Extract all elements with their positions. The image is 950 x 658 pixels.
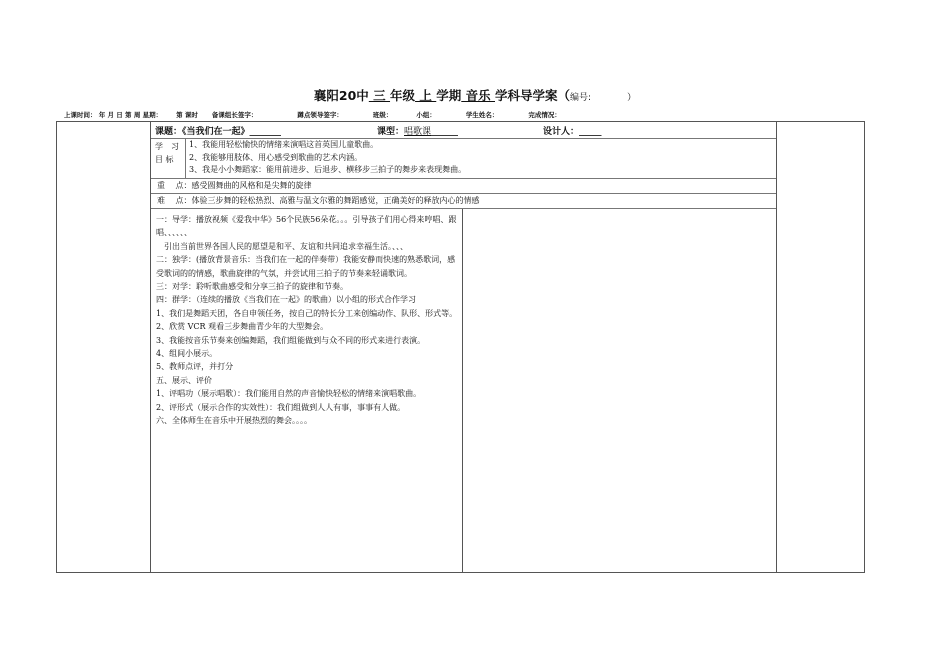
header-row xyxy=(151,121,776,139)
title-close: ） xyxy=(627,93,637,103)
process-step: 5、教师点评，并打分 xyxy=(156,362,234,372)
process-step: 2、评形式（展示合作的实效性）：我们组做到人人有事，事事有人做。 xyxy=(156,402,406,412)
goals-label xyxy=(151,139,186,179)
subject-value: 音乐 xyxy=(461,88,495,103)
meta-info-row xyxy=(64,110,804,119)
process-step: 一：导学：播放视频《爱我中华》56个民族56朵花。。。引导孩子们用心得来哼唱、跟唱、、、、、、 xyxy=(156,215,457,238)
difficult-point-row: 难 点：体验三步舞的轻松热烈、高雅与温文尔雅的舞蹈感觉，正确美好的释放内心的情感 xyxy=(151,194,776,209)
meta-student-name: 学生姓名： xyxy=(465,111,499,119)
meta-class: 班级： xyxy=(372,111,393,119)
process-step: 四：群学：（连续的播放《当我们在一起》的歌曲）以小组的形式合作学习 xyxy=(156,295,416,305)
term-value: 上 xyxy=(415,88,437,103)
key-point-row: 重 点：感受圆舞曲的风格和是尖舞的旋律 xyxy=(151,179,776,194)
goals-row xyxy=(151,139,776,179)
meta-group: 小组： xyxy=(416,111,436,119)
meta-class-time: 上课时间： 年 月 日 第 周 星期： xyxy=(64,111,163,119)
topic-field: 课题：《当我们在一起》_______ xyxy=(155,127,282,137)
type-field xyxy=(377,124,458,137)
type-value: 唱歌课 xyxy=(404,127,432,137)
process-step: 1、评唱功（展示唱歌）：我们能用自然的声音愉快轻松的情绪来演唱歌曲。 xyxy=(156,389,422,399)
meta-period: 第 课时 xyxy=(176,111,198,119)
process-step: 三：对学：聆听歌曲感受和分享三拍子的旋律和节奏。 xyxy=(156,282,348,292)
grade-label: 年级 xyxy=(390,88,416,103)
process-step: 引出当前世界各国人民的愿望是和平、友谊和共同追求幸福生活。、、、 xyxy=(156,241,408,251)
process-cell xyxy=(151,209,463,573)
meta-completion: 完成情况： xyxy=(528,111,561,119)
process-step: 二：独学：(播放背景音乐：当我们在一起的伴奏带）我能安静而快速的熟悉歌词，感受歌词的的情感，歌曲旋律的气氛，并尝试用三拍子的节奏来轻诵歌词。 xyxy=(156,255,456,278)
goal-item: 2、我能够用肢体、用心感受到歌曲的艺术内涵。 xyxy=(189,152,363,162)
goal-item: 1、我能用轻松愉快的情绪来演唱这首英国儿童歌曲。 xyxy=(189,140,379,149)
process-step: 2、欣赏 VCR 观看三步舞曲青少年的大型舞会。 xyxy=(156,322,329,332)
designer-field: 设计人：_____ xyxy=(543,127,602,137)
type-blank: ______ xyxy=(431,127,459,137)
process-step: 五、展示、评价 xyxy=(156,375,212,385)
left-margin-column xyxy=(56,121,151,573)
goals-label-line1: 学 习 xyxy=(155,142,179,151)
process-list xyxy=(151,209,462,428)
goals-label-line2: 目 标 xyxy=(155,155,174,164)
title-suffix: 学科导学案（ xyxy=(495,88,571,103)
grade-value: 三 xyxy=(368,88,391,103)
right-margin-divider xyxy=(776,121,777,573)
goals-list xyxy=(189,139,466,177)
meta-supervisor-sign: 蹲点领导签字： xyxy=(297,111,343,119)
type-label: 课型： xyxy=(377,127,405,137)
school-name: 襄阳20中 xyxy=(313,88,369,103)
term-label: 学期 xyxy=(436,88,462,103)
goal-item: 3、我是小小舞蹈家：能用前进步、后退步、横移步三拍子的舞步来表现舞曲。 xyxy=(189,165,467,174)
main-content xyxy=(151,121,776,209)
process-step: 六、全体师生在音乐中开展热烈的舞会。。。。 xyxy=(156,416,312,426)
process-step: 1、我们是舞蹈天团，各自申领任务，按自己的特长分工来创编动作、队形、形式等。 xyxy=(156,308,458,318)
meta-leader-sign: 备课组长签字： xyxy=(211,111,258,119)
number-label: 编号: xyxy=(570,93,592,103)
process-step: 3、我能按音乐节奏来创编舞蹈，我们组能做到与众不同的形式来进行表演。 xyxy=(156,335,426,345)
process-step: 4、组间小展示。 xyxy=(156,349,218,359)
page-title xyxy=(0,86,950,104)
